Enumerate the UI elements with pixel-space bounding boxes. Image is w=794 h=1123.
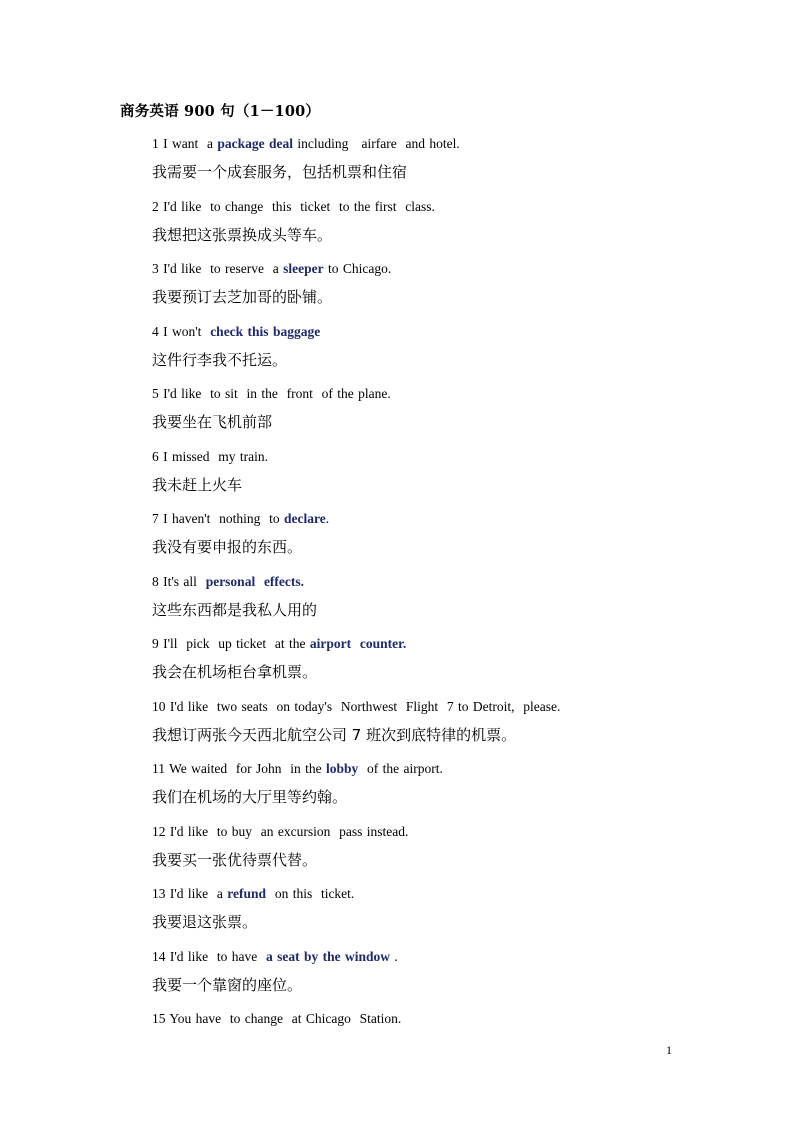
english-sentence <box>152 634 712 654</box>
sentence-text: on this ticket. <box>266 886 355 901</box>
english-sentence <box>152 384 712 404</box>
chinese-translation: 我会在机场柜台拿机票。 <box>152 663 318 681</box>
sentence-text: 7 I haven't nothing to <box>152 511 285 526</box>
sentence-entry <box>152 884 712 947</box>
page-number: 1 <box>666 1043 672 1057</box>
sentence-text: 15 You have to change at Chicago Station. <box>152 1011 402 1026</box>
sentence-entry <box>152 1009 712 1072</box>
chinese-translation: 我需要一个成套服务，包括机票和住宿 <box>152 163 408 181</box>
english-sentence <box>152 572 712 592</box>
highlighted-phrase: lobby <box>326 761 359 776</box>
highlighted-phrase: airport counter. <box>309 636 407 651</box>
sentence-text: 5 I'd like to sit in the front of the plane. <box>152 386 391 401</box>
english-sentence <box>152 509 712 529</box>
english-sentence <box>152 197 712 217</box>
sentence-entry <box>152 759 712 822</box>
chinese-translation: 我想把这张票换成头等车。 <box>152 225 333 244</box>
chinese-translation: 这件行李我不托运。 <box>152 350 288 369</box>
chinese-translation: 这些东西都是我私人用的 <box>152 600 318 619</box>
sentence-list <box>152 134 712 1072</box>
sentence-text: of the airport. <box>358 761 443 776</box>
sentence-entry <box>152 384 712 447</box>
sentence-text: to Chicago. <box>323 261 392 276</box>
sentence-entry <box>152 572 712 635</box>
highlighted-phrase: personal effects. <box>205 573 305 589</box>
english-sentence <box>152 259 712 279</box>
chinese-translation: 我要一个靠窗的座位。 <box>152 975 303 994</box>
chinese-translation: 我要预订去芝加哥的卧铺。 <box>152 288 333 306</box>
english-sentence <box>152 947 712 967</box>
sentence-text: 1 I want a <box>152 136 218 151</box>
sentence-text: including airfare and hotel. <box>293 136 460 151</box>
highlighted-phrase: refund <box>227 886 267 901</box>
english-sentence <box>152 697 712 717</box>
sentence-entry <box>152 134 712 197</box>
sentence-entry <box>152 822 712 885</box>
sentence-entry <box>152 509 712 572</box>
chinese-translation: 我要坐在飞机前部 <box>152 413 273 431</box>
english-sentence <box>152 822 712 842</box>
highlighted-phrase: a seat by the window <box>266 948 391 964</box>
sentence-text: 2 I'd like to change this ticket to the first class. <box>152 198 435 214</box>
sentence-text: 11 We waited for John in the <box>152 761 327 776</box>
sentence-entry <box>152 947 712 1010</box>
highlighted-phrase: check this baggage <box>210 323 321 339</box>
sentence-text: 13 I'd like a <box>152 886 228 901</box>
english-sentence <box>152 1009 712 1029</box>
chinese-translation: 我没有要申报的东西。 <box>152 538 303 556</box>
highlighted-phrase: package deal <box>217 136 293 151</box>
sentence-entry <box>152 697 712 760</box>
page-title: 商务英语 900 句（1－100） <box>120 103 321 120</box>
sentence-entry <box>152 259 712 322</box>
sentence-text: 6 I missed my train. <box>152 448 268 464</box>
english-sentence <box>152 322 712 342</box>
sentence-text: . <box>325 511 330 526</box>
english-sentence <box>152 884 712 904</box>
sentence-text: . <box>390 948 398 964</box>
sentence-text: 12 I'd like to buy an excursion pass instead. <box>152 823 409 839</box>
chinese-translation: 我未赶上火车 <box>152 475 243 494</box>
sentence-entry <box>152 634 712 697</box>
sentence-entry <box>152 322 712 385</box>
sentence-text: 8 It's all <box>152 573 206 589</box>
sentence-text: 9 I'll pick up ticket at the <box>152 636 310 651</box>
highlighted-phrase: declare <box>284 511 326 526</box>
chinese-translation: 我要买一张优待票代替。 <box>152 850 318 869</box>
english-sentence <box>152 134 712 154</box>
english-sentence <box>152 759 712 779</box>
chinese-translation: 我要退这张票。 <box>152 913 258 931</box>
highlighted-phrase: sleeper <box>283 261 324 276</box>
sentence-entry <box>152 447 712 510</box>
sentence-entry <box>152 197 712 260</box>
chinese-translation: 我们在机场的大厅里等约翰。 <box>152 788 348 806</box>
sentence-text: 3 I'd like to reserve a <box>152 261 284 276</box>
sentence-text: 10 I'd like two seats on today's Northwest Flight 7 to Detroit, please. <box>152 698 561 714</box>
english-sentence <box>152 447 712 467</box>
sentence-text: 14 I'd like to have <box>152 948 267 964</box>
sentence-text: 4 I won't <box>152 323 211 339</box>
chinese-translation: 我想订两张今天西北航空公司 7 班次到底特律的机票。 <box>152 725 517 744</box>
